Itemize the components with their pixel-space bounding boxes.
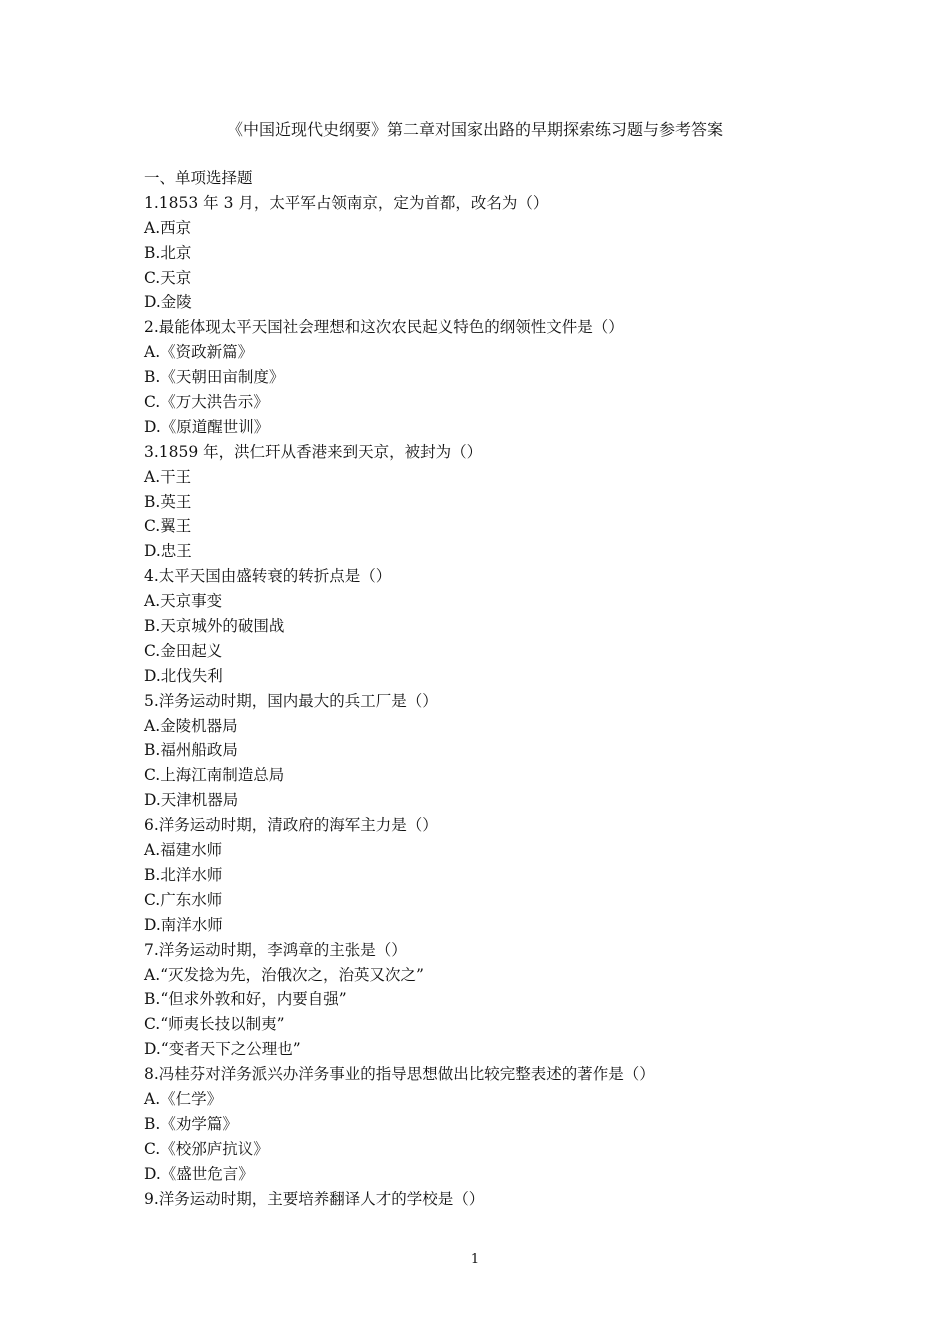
answer-option: C.上海江南制造总局 bbox=[144, 766, 285, 785]
answer-option: B.北洋水师 bbox=[144, 865, 223, 884]
answer-option: B.《天朝田亩制度》 bbox=[144, 368, 285, 387]
answer-option: B.福州船政局 bbox=[144, 741, 238, 760]
answer-option: A.“灭发捻为先，治俄次之，治英又次之” bbox=[144, 965, 424, 984]
answer-option: D.金陵 bbox=[144, 293, 192, 312]
answer-option: C.金田起义 bbox=[144, 641, 223, 660]
answer-option: D.《盛世危言》 bbox=[144, 1164, 254, 1183]
answer-option: A.天京事变 bbox=[144, 592, 223, 611]
answer-option: D.“变者天下之公理也” bbox=[144, 1040, 301, 1059]
question-stem: 7.洋务运动时期，李鸿章的主张是（） bbox=[144, 940, 407, 959]
answer-option: B.《劝学篇》 bbox=[144, 1114, 238, 1133]
question-stem: 9.洋务运动时期，主要培养翻译人才的学校是（） bbox=[144, 1189, 485, 1208]
answer-option: C.广东水师 bbox=[144, 890, 223, 909]
question-stem: 2.最能体现太平天国社会理想和这次农民起义特色的纲领性文件是（） bbox=[144, 318, 624, 337]
answer-option: D.北伐失利 bbox=[144, 666, 223, 685]
section-heading: 一、单项选择题 bbox=[144, 169, 253, 187]
question-stem: 1.1853 年 3 月，太平军占领南京，定为首都，改名为（） bbox=[144, 193, 549, 212]
document-body bbox=[144, 166, 844, 1211]
answer-option: A.福建水师 bbox=[144, 841, 223, 860]
answer-option: D.天津机器局 bbox=[144, 791, 239, 810]
question-stem: 3.1859 年，洪仁玕从香港来到天京，被封为（） bbox=[144, 442, 483, 461]
answer-option: A.西京 bbox=[144, 218, 192, 237]
answer-option: C.《校邠庐抗议》 bbox=[144, 1139, 269, 1158]
answer-option: D.南洋水师 bbox=[144, 915, 223, 934]
answer-option: A.金陵机器局 bbox=[144, 716, 238, 735]
question-stem: 5.洋务运动时期，国内最大的兵工厂是（） bbox=[144, 691, 438, 710]
answer-option: C.翼王 bbox=[144, 517, 192, 536]
answer-option: A.《仁学》 bbox=[144, 1089, 223, 1108]
answer-option: A.《资政新篇》 bbox=[144, 343, 254, 362]
answer-option: C.“师夷长技以制夷” bbox=[144, 1015, 285, 1034]
answer-option: B.北京 bbox=[144, 243, 192, 262]
answer-option: B.天京城外的破围战 bbox=[144, 617, 285, 636]
answer-option: C.天京 bbox=[144, 268, 192, 287]
question-stem: 4.太平天国由盛转衰的转折点是（） bbox=[144, 567, 392, 586]
answer-option: B.英王 bbox=[144, 492, 192, 511]
question-stem: 6.洋务运动时期，清政府的海军主力是（） bbox=[144, 816, 438, 835]
page-number: 1 bbox=[470, 1252, 480, 1267]
answer-option: C.《万大洪告示》 bbox=[144, 393, 269, 412]
answer-option: D.《原道醒世训》 bbox=[144, 417, 270, 436]
answer-option: B.“但求外敦和好，内要自强” bbox=[144, 990, 347, 1009]
document-title: 《中国近现代史纲要》第二章对国家出路的早期探索练习题与参考答案 bbox=[226, 120, 723, 139]
question-stem: 8.冯桂芬对洋务派兴办洋务事业的指导思想做出比较完整表述的著作是（） bbox=[144, 1065, 655, 1084]
answer-option: A.干王 bbox=[144, 467, 192, 486]
answer-option: D.忠王 bbox=[144, 542, 192, 561]
question-list bbox=[144, 191, 844, 1212]
